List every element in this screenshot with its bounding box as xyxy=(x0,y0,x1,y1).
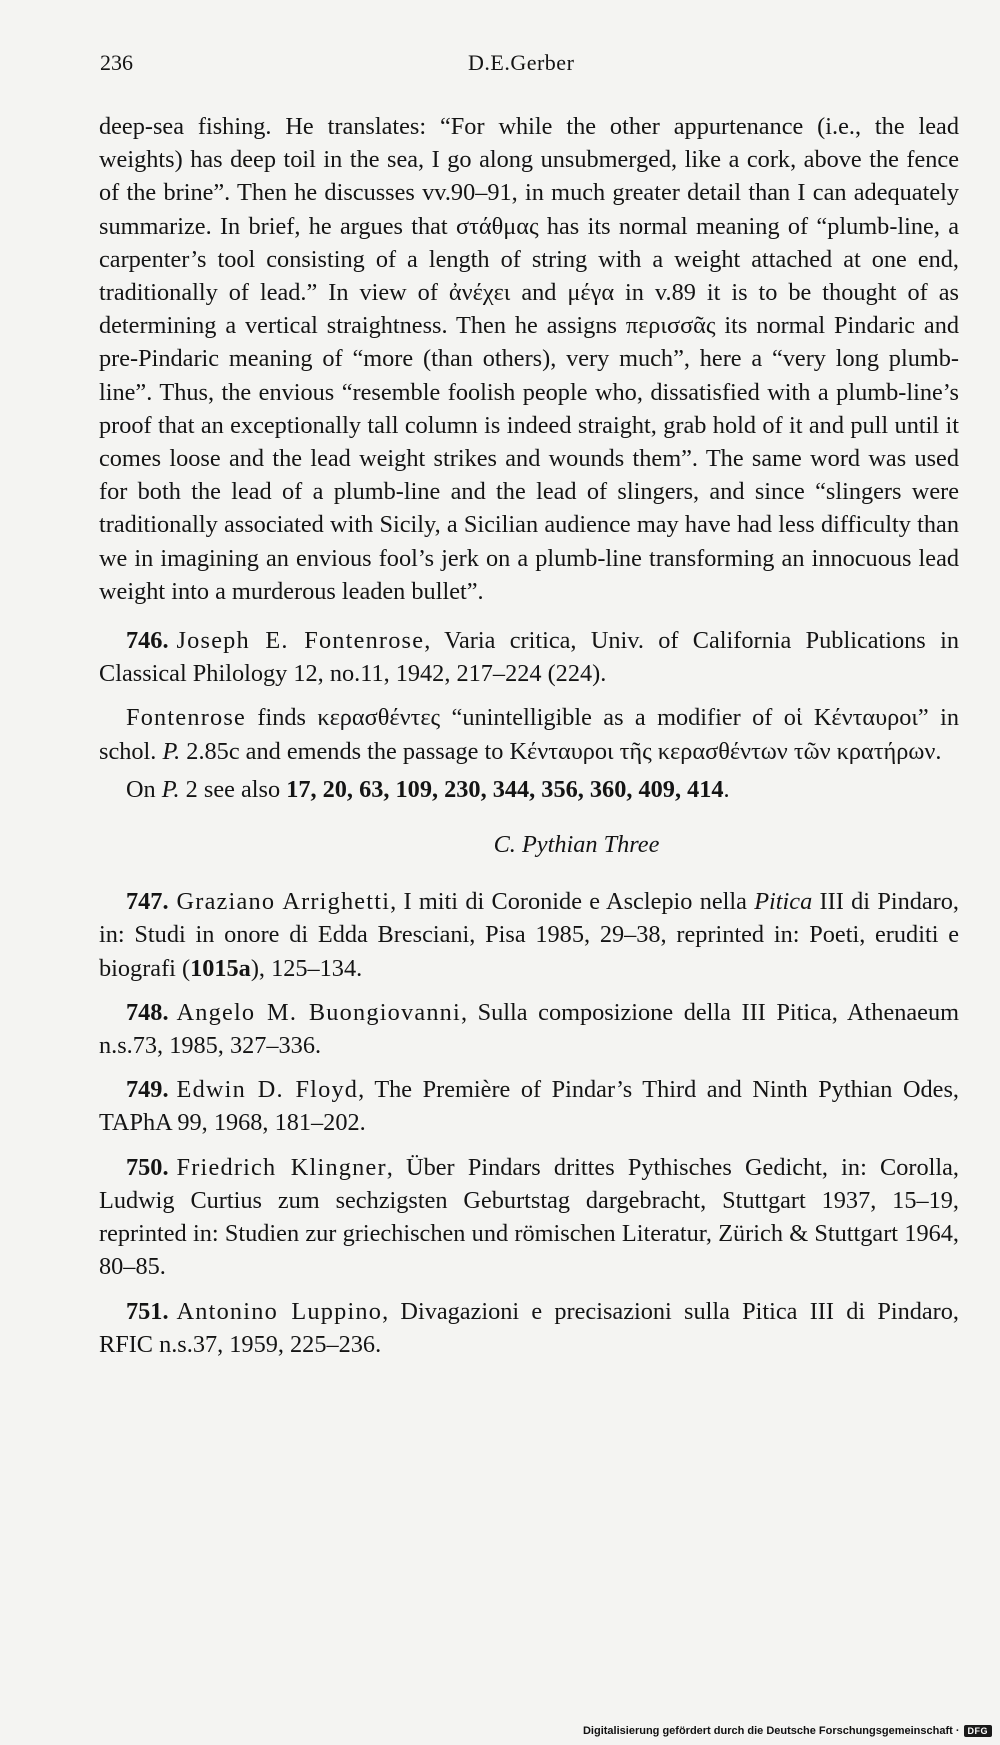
page-number: 236 xyxy=(100,50,133,75)
footer-text: Digitalisierung gefördert durch die Deutsche Forschungsgemeinschaft · xyxy=(582,1725,960,1737)
bibliography-entry-749 xyxy=(99,1073,959,1139)
entry-author: Angelo M. Buongiovanni xyxy=(176,998,461,1026)
entry-text: , Varia critica, Univ. of California Publications in Classical Philology 12, no.11, 1942, 217–224 (224). xyxy=(99,627,959,688)
running-head: D.E.Gerber xyxy=(468,50,575,75)
annotation-ref: P. xyxy=(162,737,181,765)
entry-author: Antonino Luppino xyxy=(176,1297,383,1325)
entry-text-a: , I miti di Coronide e Asclepio nella xyxy=(390,888,755,916)
entry-italic: Pitica xyxy=(754,888,813,916)
entry-number: 746. xyxy=(126,627,169,655)
entry-number: 749. xyxy=(126,1076,169,1104)
section-heading: C. Pythian Three xyxy=(493,831,660,859)
see-also-line xyxy=(99,773,959,806)
see-also-numbers: 17, 20, 63, 109, 230, 344, 356, 360, 409, 414 xyxy=(286,775,724,803)
digitization-footer xyxy=(583,1723,992,1739)
annotation-text-a: finds κερασθέντες “unintelligible as a modifier of οἱ Κένταυροι” in schol. xyxy=(99,704,959,765)
body-text xyxy=(99,110,959,1372)
entry-author: Joseph E. Fontenrose xyxy=(176,627,425,655)
entry-text-b: III di Pindaro, in: Studi in onore di Edda Bresciani, Pisa 1985, 29–38, reprinted in: Poeti, eruditi e biografi ( xyxy=(99,888,959,982)
entry-text-a: , Über Pindars drittes Pythisches Gedicht, in: Corolla, Ludwig Curtius zum sechzigsten Geburtstag dargebracht, Stuttgart 1937, 15–19, reprinted in: Studien zur griechischen und römischen Literatur, Zürich & Stuttgart 1964, 80–85. xyxy=(99,1153,959,1281)
annotation-author: Fontenrose xyxy=(126,704,246,732)
entry-author: Graziano Arrighetti xyxy=(176,888,391,916)
entry-text-a: , The Première of Pindar’s Third and Ninth Pythian Odes, TAPhA 99, 1968, 181–202. xyxy=(99,1076,959,1137)
see-also-prefix: On xyxy=(126,775,162,803)
annotation-text-b: 2.85c and emends the passage to Κένταυροι τῆς κερασθέντων τῶν κρατήρων. xyxy=(180,737,942,765)
see-also-mid: 2 see also xyxy=(179,775,287,803)
entry-number: 748. xyxy=(126,998,169,1026)
see-also-ref: P. xyxy=(161,775,180,803)
entry-text-a: , Divagazioni e precisazioni sulla Pitica III di Pindaro, RFIC n.s.37, 1959, 225–236. xyxy=(99,1297,959,1358)
entry-author: Friedrich Klingner xyxy=(176,1153,387,1181)
page-header xyxy=(100,50,960,84)
entry-number: 751. xyxy=(126,1297,169,1325)
entry-bold-ref: 1015a xyxy=(190,954,251,982)
bibliography-entry-750 xyxy=(99,1151,959,1284)
dfg-logo-icon: DFG xyxy=(964,1725,993,1737)
bibliography-entry-747 xyxy=(99,885,959,985)
entry-number: 750. xyxy=(126,1153,169,1181)
bibliography-entry-746 xyxy=(99,624,959,690)
entry-text-c: ), 125–134. xyxy=(250,954,363,982)
see-also-suffix: . xyxy=(723,775,730,803)
annotation-746 xyxy=(99,701,959,767)
bibliography-entry-748 xyxy=(99,996,959,1062)
entry-number: 747. xyxy=(126,888,169,916)
bibliography-entry-751 xyxy=(99,1295,959,1361)
continuation-paragraph: deep-sea fishing. He translates: “For while the other appurtenance (i.e., the lead weights) has deep toil in the sea, I go along unsubmerged, like a cork, above the fence of the brine”. Then he discusses vv.90–91, in much greater detail than I can adequately summarize. In brief, he argues that στάθμας has its normal meaning of “plumb-line, a carpenter’s tool consisting of a length of string with a weight attached at one end, traditionally of lead.” In view of ἀνέχει and μέγα in v.89 it is to be thought of as determining a vertical straightness. Then he assigns περισσᾶς its normal Pindaric and pre-Pindaric meaning of “more (than others), very much”, here a “very long plumb-line”. Thus, the envious “resemble foolish people who, dissatisfied with a plumb-line’s proof that an exceptionally tall column is indeed straight, grab hold of it and pull until it comes loose and the lead weight strikes and wounds them”. The same word was used for both the lead of a plumb-line and the lead of slingers, and since “slingers were traditionally associated with Sicily, a Sicilian audience may have had less difficulty than we in imagining an envious fool’s jerk on a plumb-line transforming an innocuous lead weight into a murderous leaden bullet”. xyxy=(99,113,959,605)
entry-text-a: , Sulla composizione della III Pitica, Athenaeum n.s.73, 1985, 327–336. xyxy=(99,998,959,1060)
entry-author: Edwin D. Floyd xyxy=(176,1076,359,1104)
